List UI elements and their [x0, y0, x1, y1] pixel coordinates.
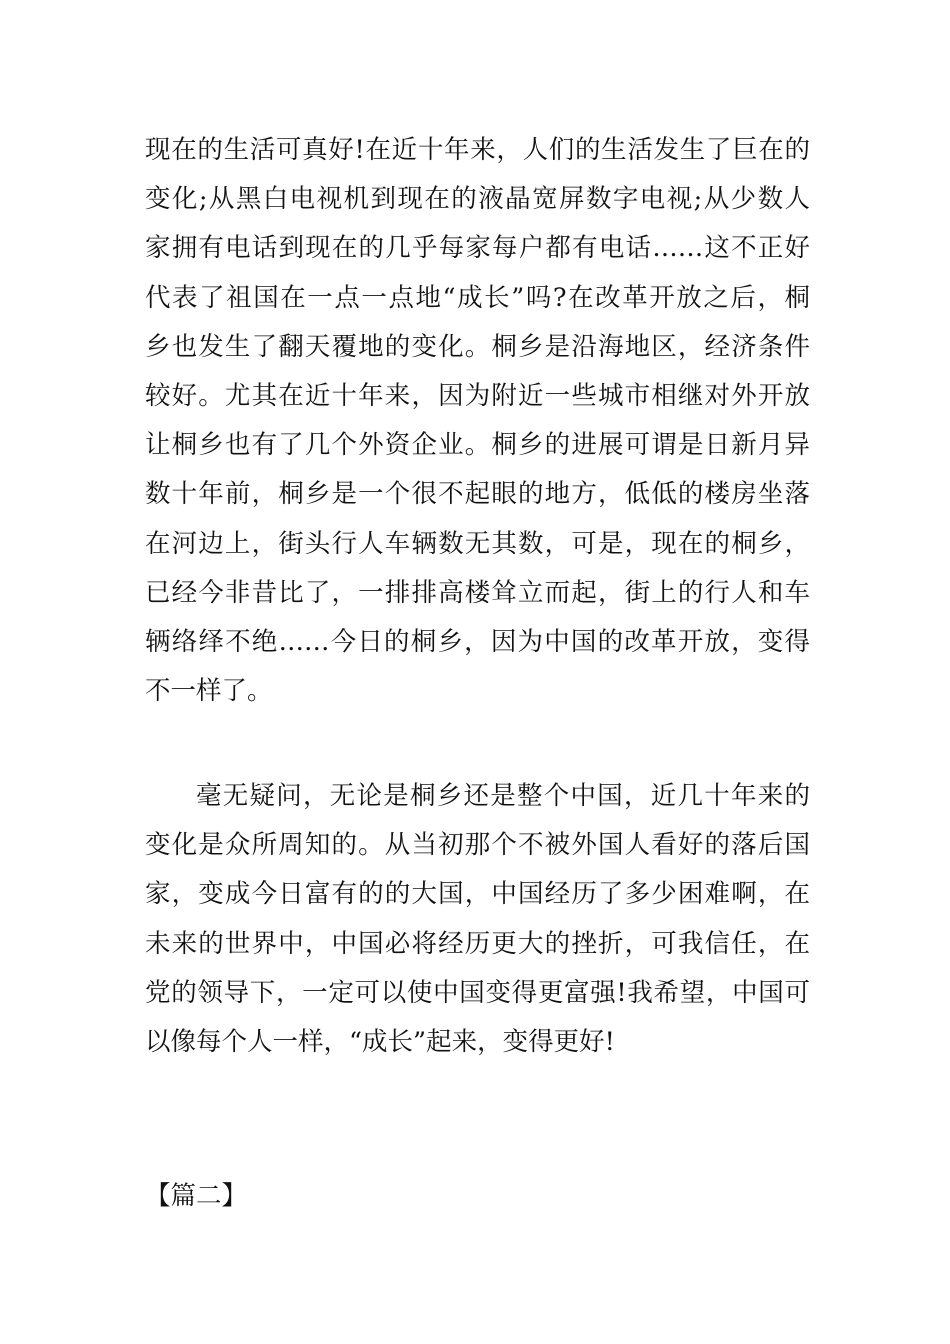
- text-line: 党的领导下，一定可以使中国变得更富强!我希望，中国可: [145, 977, 810, 1008]
- text-line: 毫无疑问，无论是桐乡还是整个中国，近几十年来的: [196, 781, 810, 811]
- text-line: 现在的生活可真好!在近十年来，人们的生活发生了巨在的: [145, 135, 810, 165]
- text-line: 辆络绎不绝……今日的桐乡，因为中国的改革开放，变得: [145, 626, 810, 657]
- paragraph-2: [145, 772, 810, 1067]
- text-line: 较好。尤其在近十年来，因为附近一些城市相继对外开放: [145, 380, 810, 411]
- text-line: 以像每个人一样，“成长”起来，变得更好!: [145, 1026, 615, 1057]
- text-line: 已经今非昔比了，一排排高楼耸立而起，街上的行人和车: [145, 577, 810, 608]
- text-line: 让桐乡也有了几个外资企业。桐乡的进展可谓是日新月异: [145, 430, 810, 461]
- text-line: 在河边上，街头行人车辆数无其数，可是，现在的桐乡，: [145, 528, 810, 559]
- text-line: 变化是众所周知的。从当初那个不被外国人看好的落后国: [145, 830, 810, 861]
- section-heading: 【篇二】: [145, 1181, 248, 1211]
- text-line: 家拥有电话到现在的几乎每家每户都有电话……这不正好: [145, 233, 810, 264]
- text-line: 未来的世界中，中国必将经历更大的挫折，可我信任，在: [145, 928, 810, 959]
- text-line: 乡也发生了翻天覆地的变化。桐乡是沿海地区，经济条件: [145, 331, 810, 362]
- text-line: 代表了祖国在一点一点地“成长”吗?在改革开放之后，桐: [145, 282, 810, 313]
- text-line: 不一样了。: [145, 676, 273, 707]
- text-line: 家，变成今日富有的的大国，中国经历了多少困难啊，在: [145, 879, 810, 910]
- text-line: 数十年前，桐乡是一个很不起眼的地方，低低的楼房坐落: [145, 479, 810, 510]
- text-line: 变化;从黑白电视机到现在的液晶宽屏数字电视;从少数人: [145, 184, 810, 215]
- paragraph-1: [145, 126, 810, 716]
